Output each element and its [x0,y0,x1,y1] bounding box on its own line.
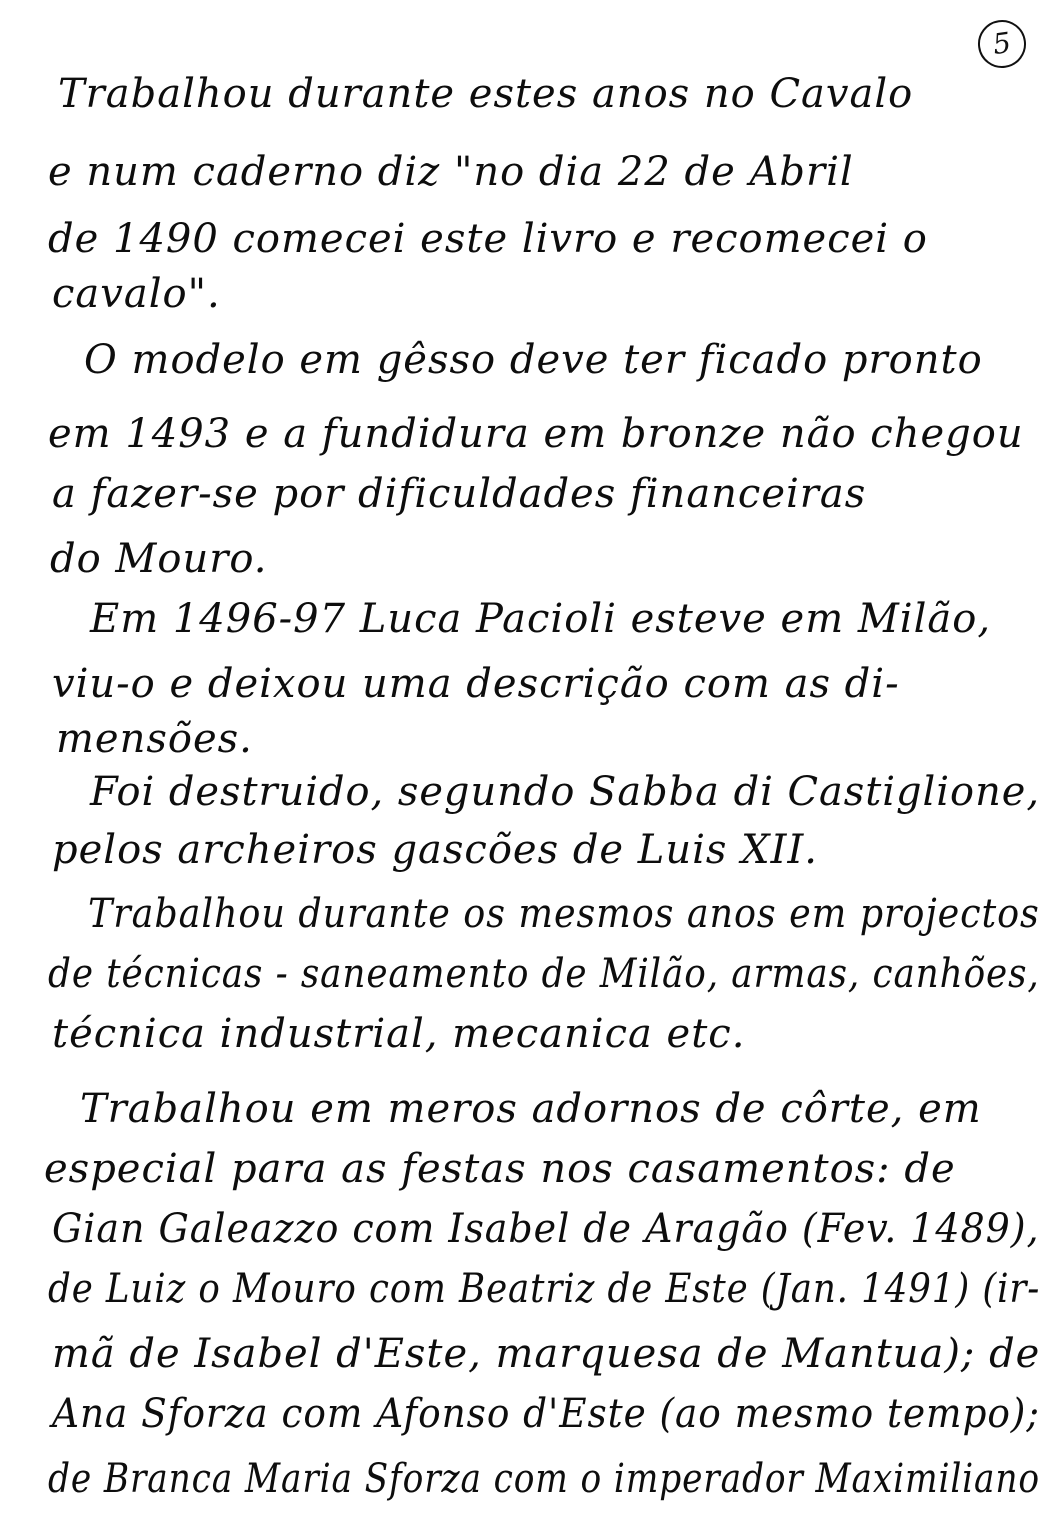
text-line-1: Trabalhou durante estes anos no Cavalo [58,71,914,117]
text-line-11: mensões. [56,716,253,762]
text-line-2: e num caderno diz "no dia 22 de Abril [48,149,854,195]
text-line-15: de técnicas - saneamento de Milão, armas, canhões, [48,951,1040,997]
text-line-17: Trabalhou em meros adornos de côrte, em [80,1086,982,1132]
text-line-3: de 1490 comecei este livro e recomecei o [48,216,928,262]
text-line-21: mã de Isabel d'Este, marquesa de Mantua); de [52,1331,1041,1377]
text-line-10: viu-o e deixou uma descrição com as di- [52,661,900,707]
text-line-7: a fazer-se por dificuldades financeiras [52,471,867,517]
text-line-22: Ana Sforza com Afonso d'Este (ao mesmo tempo); [52,1391,1040,1437]
text-line-14: Trabalhou durante os mesmos anos em projectos [88,891,1040,937]
text-line-12: Foi destruido, segundo Sabba di Castiglione, [90,769,1041,815]
text-line-13: pelos archeiros gascões de Luis XII. [52,827,818,873]
page-number: 5 [975,17,1029,71]
text-line-20: de Luiz o Mouro com Beatriz de Este (Jan. 1491) (ir- [48,1266,1041,1312]
text-line-4: cavalo". [52,271,221,317]
text-line-5: O modelo em gêsso deve ter ficado pronto [84,337,983,383]
text-line-23: de Branca Maria Sforza com o imperador Maximiliano [48,1456,1040,1502]
text-line-8: do Mouro. [50,536,268,582]
text-line-6: em 1493 e a fundidura em bronze não chegou [48,411,1024,457]
text-line-16: técnica industrial, mecanica etc. [52,1011,746,1057]
text-line-9: Em 1496-97 Luca Pacioli esteve em Milão, [90,596,992,642]
text-line-19: Gian Galeazzo com Isabel de Aragão (Fev. 1489), [52,1206,1040,1252]
text-line-18: especial para as festas nos casamentos: de [44,1146,956,1192]
